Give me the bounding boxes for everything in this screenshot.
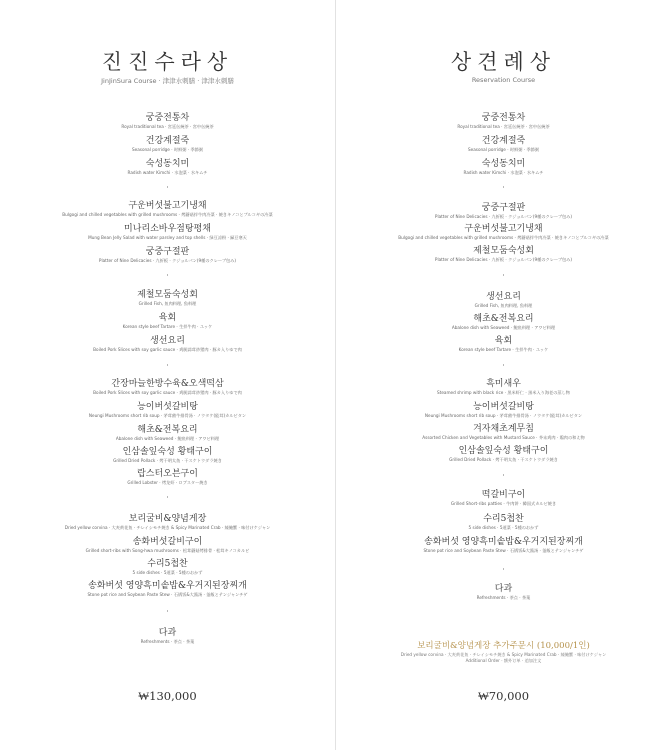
section-dot: · [502,471,505,480]
menu-item [0,224,335,241]
menu-item [0,425,335,442]
menu-item-korean: 다과 [494,584,513,594]
menu-item-translation: Grilled Dried Pollack · 烤干明太鱼 · 干スケトウダラ焼き [113,458,222,463]
menu-item-korean: 궁중전통차 [481,113,526,123]
menu-item [0,379,335,396]
menu-item-korean: 해초&전복요리 [473,314,534,324]
menu-item [0,201,335,218]
section-dot: · [502,271,505,280]
menu-item-korean: 육회 [158,313,177,323]
menu-item [336,537,671,554]
menu-item-translation: 5 side dishes · 5道菜 · 5種のおかず [132,570,203,575]
menu-item-translation: Royal traditional tea · 宮廷伝統茶 · 宮中伝統茶 [121,124,214,129]
menu-item-korean: 다과 [158,628,177,638]
menu-item-translation: Dried yellow corvina · 大麦黄花鱼 · チレイシモチ焼き & Spicy Marinated Crab · 辣腌蟹 · 味付けケジャン [64,525,271,530]
menu-item [0,113,335,130]
menu-item [0,313,335,330]
menu-item-translation: Platter of Nine Delicacies · 九折板 · クジョルパン(9種のクレープ包み) [434,257,573,262]
menu-item [336,246,671,263]
menu-item-korean: 흑미새우 [486,379,521,389]
menu-item-korean: 건강계절죽 [481,136,526,146]
menu-item [336,292,671,309]
menu-item-korean: 보리굴비&양념게장 [128,514,207,524]
menu-item-korean: 송화버섯 영양흑미솥밥&우거지된장찌개 [88,581,247,591]
menu-item [336,136,671,153]
jinjinsura-course-panel [0,0,335,750]
section-dot: · [166,183,169,192]
addon-order-note [336,641,671,664]
menu-item-korean: 궁중구절판 [145,247,190,257]
menu-item [336,424,671,441]
menu-item [336,584,671,601]
menu-item-translation: Korean style beef Tartare · 生拌牛肉 · ユッケ [122,324,213,329]
menu-item-korean: 송화버섯 영양흑미솥밥&우거지된장찌개 [424,537,583,547]
menu-item-korean: 해초&전복요리 [137,425,198,435]
menu-item-korean: 제철모둠숙성회 [137,290,198,300]
menu-item-korean: 송화버섯갈비구이 [132,537,203,547]
menu-item-translation: Grilled Lobster · 烤龙虾 · ロブスター焼き [127,480,208,485]
menu-item-translation: Neungi Mushrooms short rib soup · 茅茸菌牛排骨汤 · ノウタケ(能茸)カルビタン [88,413,247,418]
menu-item [0,628,335,645]
section-dot: · [166,493,169,502]
menu-item-korean: 생선요리 [486,292,521,302]
section-dot: · [502,361,505,370]
menu-item [0,469,335,486]
menu-item-translation: Boiled Pork Slices with soy garlic sauce · 鸡腿蒜茸炒猪肉 · 豚カ入りゆで肉 [93,347,242,352]
course-title: 진진수라상 [101,50,234,74]
menu-item-translation: Seasonal porridge · 时鲜粥 · 季節粥 [467,147,540,152]
menu-item [336,402,671,419]
menu-item-korean: 제철모둠숙성회 [473,246,534,256]
menu-item-translation: Grilled short-ribs with Song-hwa mushrooms · 松茸蘑菇烤排骨 · 松茸キノコカルビ [85,548,250,553]
section-dot: · [166,607,169,616]
menu-item-translation: Platter of Nine Delicacies · 九折板 · クジョルパン(9種のクレープ包み) [434,214,573,219]
menu-item [336,224,671,241]
menu-item-translation: Refreshments · 茶点 · 茶菓 [476,595,531,600]
menu-item-korean: 떡갈비구이 [481,490,526,500]
menu-item-korean: 궁중구절판 [481,203,526,213]
menu-item-korean: 랍스터오븐구이 [137,469,198,479]
menu-item-korean: 구운버섯불고기냉채 [464,224,543,234]
course-subtitle: JinJinSura Course · 津津水剌膳 · 津津水刺膳 [101,77,234,85]
menu-item [336,446,671,463]
section-dot: · [502,565,505,574]
menu-item-korean: 숙성동치미 [145,159,190,169]
menu-item [336,379,671,396]
menu-item-translation: Korean style beef Tartare · 生拌牛肉 · ユッケ [458,347,549,352]
course-subtitle: Reservation Course [471,76,536,84]
menu-item-translation: Boiled Pork Slices with soy garlic sauce · 鸡腿蒜茸炒猪肉 · 豚カ入りゆで肉 [93,390,242,395]
menu-item [0,402,335,419]
menu-item [0,159,335,176]
menu-item-korean: 미나리소바우점탕평채 [124,224,211,234]
menu-item-translation: Platter of Nine Delicacies · 九折板 · クジョルパン(9種のクレープ包み) [98,258,237,263]
menu-item [336,113,671,130]
menu-item-translation: Abalone dish with Seaweed · 鲍鱼料理 · アワビ料理 [451,325,556,330]
menu-item [0,447,335,464]
menu-item-translation: Stone pot rice and Soybean Paste Stew · 石锅饭&大酱汤 · 釜飯とテンジャンチゲ [423,548,584,553]
menu-item-translation: Royal traditional tea · 宮廷伝統茶 · 宮中伝統茶 [457,124,550,129]
addon-order-description: Dried yellow corvina · 大麦黄花鱼 · チレイシモチ焼き & Spicy Marinated Crab · 辣腌蟹 · 味付けケジャン [400,652,607,657]
section-dot: · [166,271,169,280]
course-price: ₩70,000 [477,689,530,703]
menu-item-korean: 능이버섯갈비탕 [473,402,534,412]
menu-item-translation: Bulgogi and chilled vegetables with grilled mushrooms · 烤蘑菇拌牛肉冷菜 · 焼きキノコとプルコギの冷菜 [398,235,609,240]
menu-item [336,159,671,176]
menu-item-translation: Bulgogi and chilled vegetables with grilled mushrooms · 烤蘑菇拌牛肉冷菜 · 焼きキノコとプルコギの冷菜 [62,212,273,217]
menu-item-korean: 인삼솔잎숙성 황태구이 [122,447,213,457]
menu-item [336,490,671,507]
menu-item-translation: Mung Bean Jelly Salad with water parsley and top shells · 绿豆凉粉 · 緑豆寒天 [88,235,247,240]
menu-item-korean: 수리5첩찬 [147,559,188,569]
menu-item-translation: Radish water Kimchi · 水泡菜 · 水キムチ [463,170,544,175]
menu-item [0,559,335,576]
menu-item [0,514,335,531]
menu-item [0,581,335,598]
menu-item [0,136,335,153]
menu-item-translation: Grilled Dried Pollack · 烤干明太鱼 · 干スケトウダラ焼き [449,457,558,462]
menu-item [336,336,671,353]
menu-item [0,336,335,353]
menu-item-translation: Grilled Fish, 鱼肉料理, 魚料理 [474,303,533,308]
menu-item-translation: Steamed shrimp with black rice · 黑米虾仁 · 黒米入り海老の蒸し物 [437,390,570,395]
menu-item-korean: 궁중전통차 [145,113,190,123]
menu-item [0,247,335,264]
menu-item-korean: 수리5첩찬 [483,514,524,524]
menu-item-translation: Refreshments · 茶点 · 茶菓 [140,639,195,644]
menu-item [0,290,335,307]
course-title: 상견례상 [450,50,557,74]
menu-item-korean: 생선요리 [150,336,185,346]
menu-item-translation: Assorted Chicken and Vegetables with Mustard Sauce · 芥末鸡肉 · 鶏肉の和え物 [422,435,585,440]
menu-item-translation: 5 side dishes · 5道菜 · 5種のおかず [468,525,539,530]
section-dot: · [502,183,505,192]
menu-item [336,314,671,331]
addon-order-title: 보리굴비&양념게장 추가주문시 (10,000/1인) [417,641,590,651]
menu-item [336,514,671,531]
menu-item-translation: Abalone dish with Seaweed · 鲍鱼料理 · アワビ料理 [115,436,220,441]
menu-item-translation: Grilled Fish, 鱼肉料理, 魚料理 [138,301,197,306]
reservation-course-panel [336,0,671,750]
menu-item-translation: Seasonal porridge · 时鲜粥 · 季節粥 [131,147,204,152]
menu-item-korean: 숙성동치미 [481,159,526,169]
menu-item-korean: 건강계절죽 [145,136,190,146]
menu-item-korean: 육회 [494,336,513,346]
menu-item-korean: 인삼솔잎숙성 황태구이 [458,446,549,456]
menu-item-korean: 겨자채초계무침 [473,424,534,434]
menu-item-translation: Stone pot rice and Soybean Paste Stew · 石锅饭&大酱汤 · 釜飯とテンジャンチゲ [87,592,248,597]
menu-item-korean: 구운버섯불고기냉채 [128,201,207,211]
menu-item-translation: Grilled Short-ribs patties · 牛肉饼 · 韓国式カルビ焼き [450,501,557,506]
menu-item-translation: Neungi Mushrooms short rib soup · 茅茸菌牛排骨汤 · ノウタケ(能茸)カルビタン [424,413,583,418]
menu-item-korean: 간장마늘한방수육&오색떡삼 [111,379,224,389]
addon-order-subnote: Additional Order · 额外订单 · 追加注文 [465,658,542,663]
menu-item-korean: 능이버섯갈비탕 [137,402,198,412]
section-dot: · [166,361,169,370]
course-price: ₩130,000 [138,689,197,703]
menu-item [336,203,671,220]
menu-item-translation: Radish water Kimchi · 水泡菜 · 水キムチ [127,170,208,175]
menu-item [0,537,335,554]
